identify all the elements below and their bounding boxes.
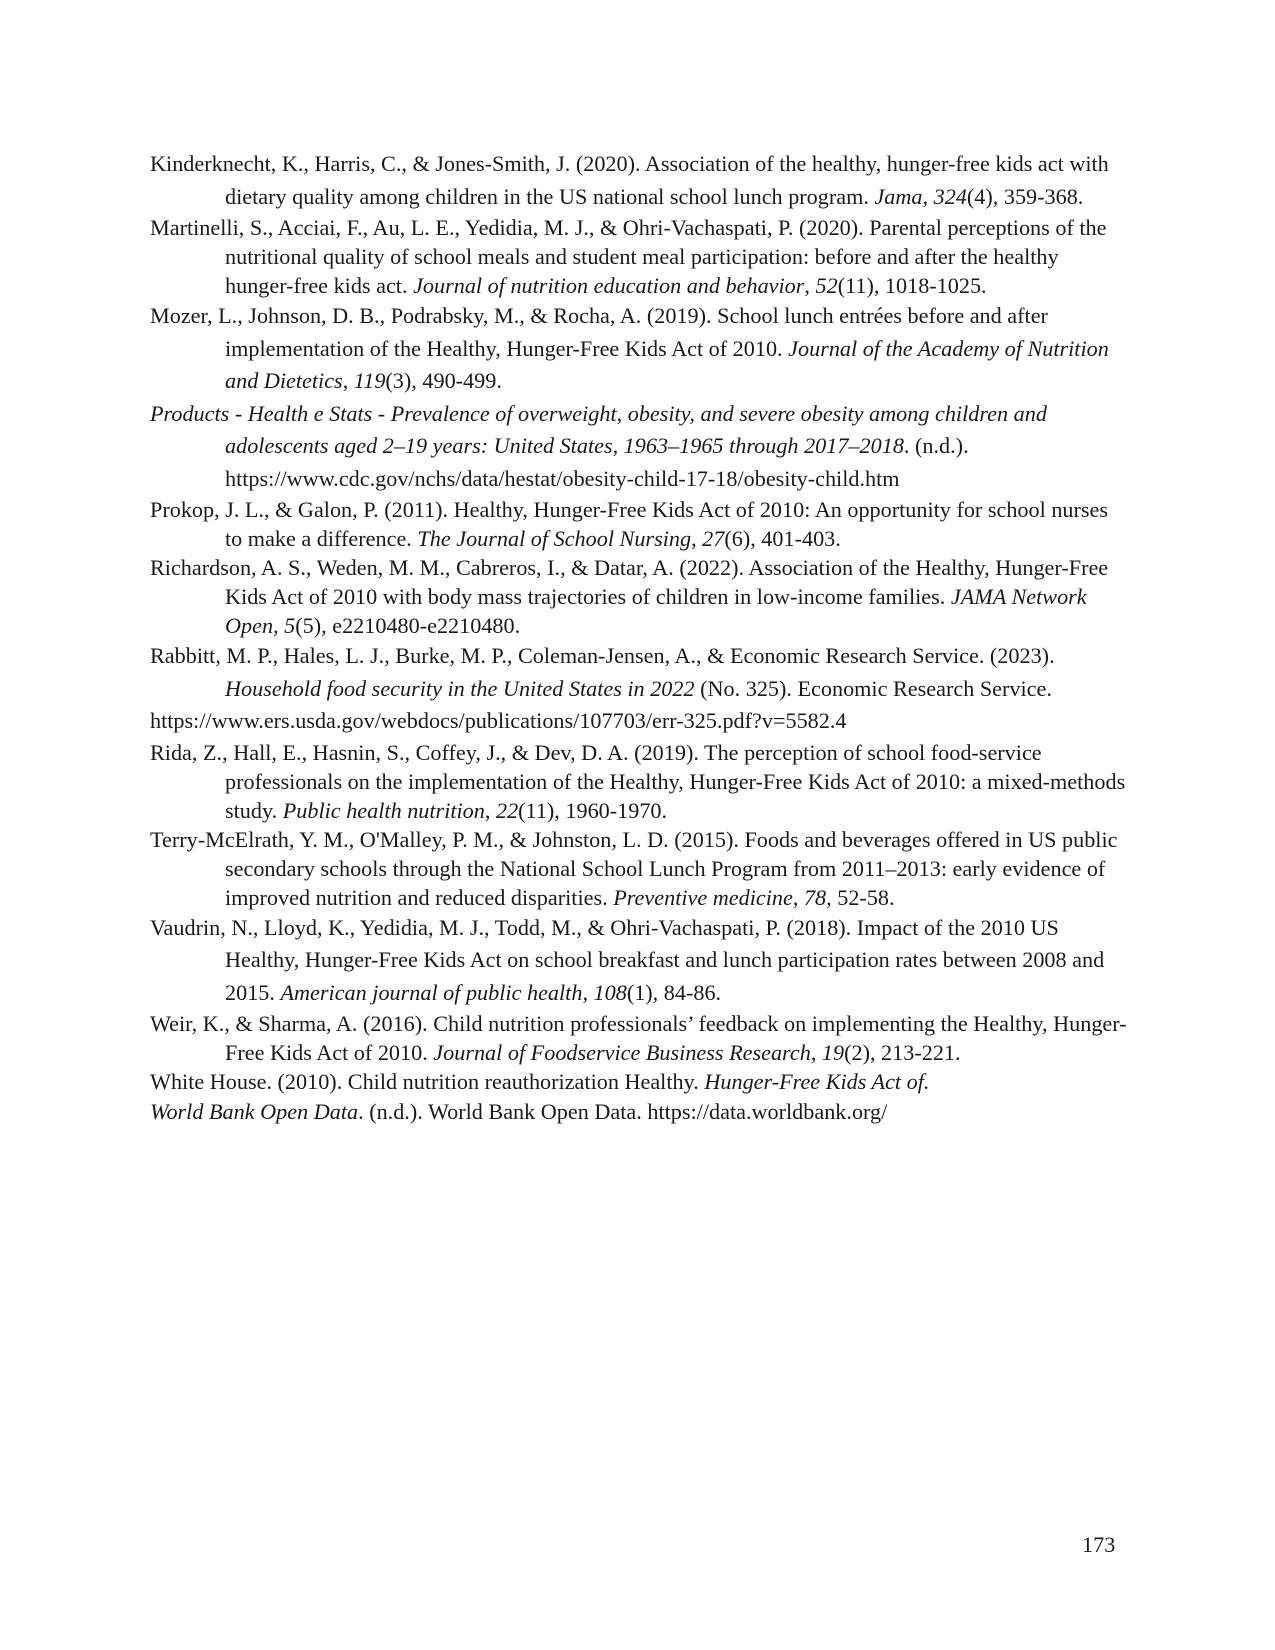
reference-entry bbox=[150, 148, 1130, 213]
reference-text-segment: Martinelli, S., Acciai, F., Au, L. E., Yedidia, M. J., & Ohri-Vachaspati, P. (2020). Parental perceptions of the nutritional quality of school meals and student meal participation: before and after the healthy hunger-free kids act. bbox=[150, 215, 1107, 298]
reference-italic-segment: Jama bbox=[874, 183, 923, 209]
reference-entry bbox=[150, 1096, 1130, 1129]
reference-text-segment: (11), 1960-1970. bbox=[518, 797, 668, 823]
reference-text-segment: , bbox=[804, 273, 816, 298]
reference-text-segment: . (n.d.). https://www.cdc.gov/nchs/data/hestat/obesity-child-17-18/obesity-child.htm bbox=[225, 433, 969, 491]
reference-text-segment: , bbox=[792, 884, 804, 910]
reference-italic-segment: 324 bbox=[933, 183, 967, 209]
reference-entry bbox=[150, 495, 1130, 553]
reference-entry bbox=[150, 1009, 1130, 1067]
reference-italic-segment: 19 bbox=[821, 1040, 845, 1065]
reference-text-segment: (3), 490-499. bbox=[385, 368, 502, 393]
reference-text-segment: Prokop, J. L., & Galon, P. (2011). Healthy, Hunger-Free Kids Act of 2010: An opportunity for school nurses to make a difference. bbox=[150, 497, 1109, 551]
reference-italic-segment: The Journal of School Nursing bbox=[417, 526, 692, 551]
reference-italic-segment: 119 bbox=[353, 368, 386, 393]
reference-italic-segment: JAMA Network Open bbox=[225, 584, 1087, 638]
reference-italic-segment: 22 bbox=[495, 797, 519, 823]
reference-text-segment: , bbox=[342, 368, 354, 393]
reference-text-segment: Rabbitt, M. P., Hales, L. J., Burke, M. P., Coleman-Jensen, A., & Economic Research Service. (2023). bbox=[150, 643, 1055, 668]
reference-text-segment: , bbox=[484, 797, 496, 823]
reference-entry bbox=[150, 300, 1130, 398]
reference-entry bbox=[150, 912, 1130, 1010]
reference-text-segment: Terry-McElrath, Y. M., O'Malley, P. M., & Johnston, L. D. (2015). Foods and beverages offered in US public secondary schools through the National School Lunch Program from 2011–2013: early evidence of improved nutrition and reduced disparities. bbox=[150, 826, 1118, 910]
reference-italic-segment: Journal of the Academy of Nutrition and Dietetics bbox=[225, 335, 1109, 393]
reference-entry bbox=[150, 738, 1130, 825]
reference-italic-segment: Hunger-Free Kids Act of. bbox=[704, 1069, 930, 1094]
reference-text-segment: , bbox=[691, 526, 703, 551]
reference-text-segment: Weir, K., & Sharma, A. (2016). Child nutrition professionals’ feedback on implementing the Healthy, Hunger-Free Kids Act of 2010. bbox=[150, 1011, 1127, 1065]
reference-list bbox=[150, 148, 1130, 1129]
reference-text-segment: (2), 213-221. bbox=[844, 1040, 961, 1065]
reference-text-segment: , 52-58. bbox=[826, 884, 895, 910]
reference-italic-segment: Preventive medicine bbox=[613, 884, 793, 910]
reference-text-segment: Vaudrin, N., Lloyd, K., Yedidia, M. J., Todd, M., & Ohri-Vachaspati, P. (2018). Impact of the 2010 US Healthy, Hunger-Free Kids Act on school breakfast and lunch participation rates between 2008 and 2015. bbox=[150, 914, 1105, 1005]
reference-text-segment: , bbox=[273, 613, 285, 638]
reference-italic-segment: 108 bbox=[593, 979, 627, 1005]
reference-text-segment: , bbox=[810, 1040, 822, 1065]
page-number: 173 bbox=[1082, 1532, 1116, 1557]
reference-italic-segment: Household food security in the United States in 2022 bbox=[225, 675, 695, 701]
reference-text-segment: Richardson, A. S., Weden, M. M., Cabreros, I., & Datar, A. (2022). Association of the Healthy, Hunger-Free Kids Act of 2010 with body mass trajectories of children in low-income families. bbox=[150, 555, 1109, 609]
reference-italic-segment: 52 bbox=[815, 273, 838, 298]
reference-italic-segment: American journal of public health bbox=[280, 979, 583, 1005]
reference-text-segment: Rida, Z., Hall, E., Hasnin, S., Coffey, J., & Dev, D. A. (2019). The perception of school food-service professionals on the implementation of the Healthy, Hunger-Free Kids Act of 2010: a mixed-methods study. bbox=[150, 739, 1126, 823]
reference-text-segment: (6), 401-403. bbox=[724, 526, 841, 551]
reference-text-segment: Kinderknecht, K., Harris, C., & Jones-Smith, J. (2020). Association of the healthy, hunger-free kids act with dietary quality among children in the US national school lunch program. bbox=[150, 151, 1109, 209]
reference-url: https://www.ers.usda.gov/webdocs/publications/107703/err-325.pdf?v=5582.4 bbox=[150, 708, 847, 733]
reference-entry bbox=[150, 398, 1130, 496]
reference-text-segment: (11), 1018-1025. bbox=[837, 273, 987, 298]
reference-text-segment: Mozer, L., Johnson, D. B., Podrabsky, M., & Rocha, A. (2019). School lunch entrées before and after implementation of the Healthy, Hunger-Free Kids Act of 2010. bbox=[150, 303, 1048, 361]
reference-italic-segment: Public health nutrition bbox=[282, 797, 485, 823]
reference-entry bbox=[150, 1067, 1130, 1096]
reference-text-segment: . (n.d.). World Bank Open Data. https://data.worldbank.org/ bbox=[358, 1099, 888, 1124]
reference-entry bbox=[150, 640, 1130, 738]
reference-italic-segment: 78 bbox=[803, 884, 827, 910]
reference-entry bbox=[150, 553, 1130, 640]
reference-italic-segment: Journal of Foodservice Business Research bbox=[433, 1040, 811, 1065]
reference-italic-segment: Journal of nutrition education and behavior bbox=[413, 273, 805, 298]
reference-text-segment: (5), e2210480-e2210480. bbox=[295, 613, 521, 638]
reference-italic-segment: 27 bbox=[702, 526, 725, 551]
reference-italic-segment: Products - Health e Stats - Prevalence of overweight, obesity, and severe obesity among children and adolescents aged 2–19 years: United States, 1963–1965 through 2017–2018 bbox=[150, 400, 1047, 458]
reference-italic-segment: 5 bbox=[284, 613, 296, 638]
reference-text-segment: (4), 359-368. bbox=[966, 183, 1084, 209]
reference-text-segment: White House. (2010). Child nutrition reauthorization Healthy. bbox=[150, 1069, 705, 1094]
reference-text-segment: (No. 325). Economic Research Service. bbox=[694, 675, 1052, 701]
reference-italic-segment: World Bank Open Data bbox=[150, 1099, 359, 1124]
reference-text-segment: , bbox=[922, 183, 934, 209]
reference-entry bbox=[150, 213, 1130, 300]
reference-entry bbox=[150, 825, 1130, 912]
reference-text-segment: (1), 84-86. bbox=[626, 979, 722, 1005]
reference-text-segment: , bbox=[582, 979, 594, 1005]
